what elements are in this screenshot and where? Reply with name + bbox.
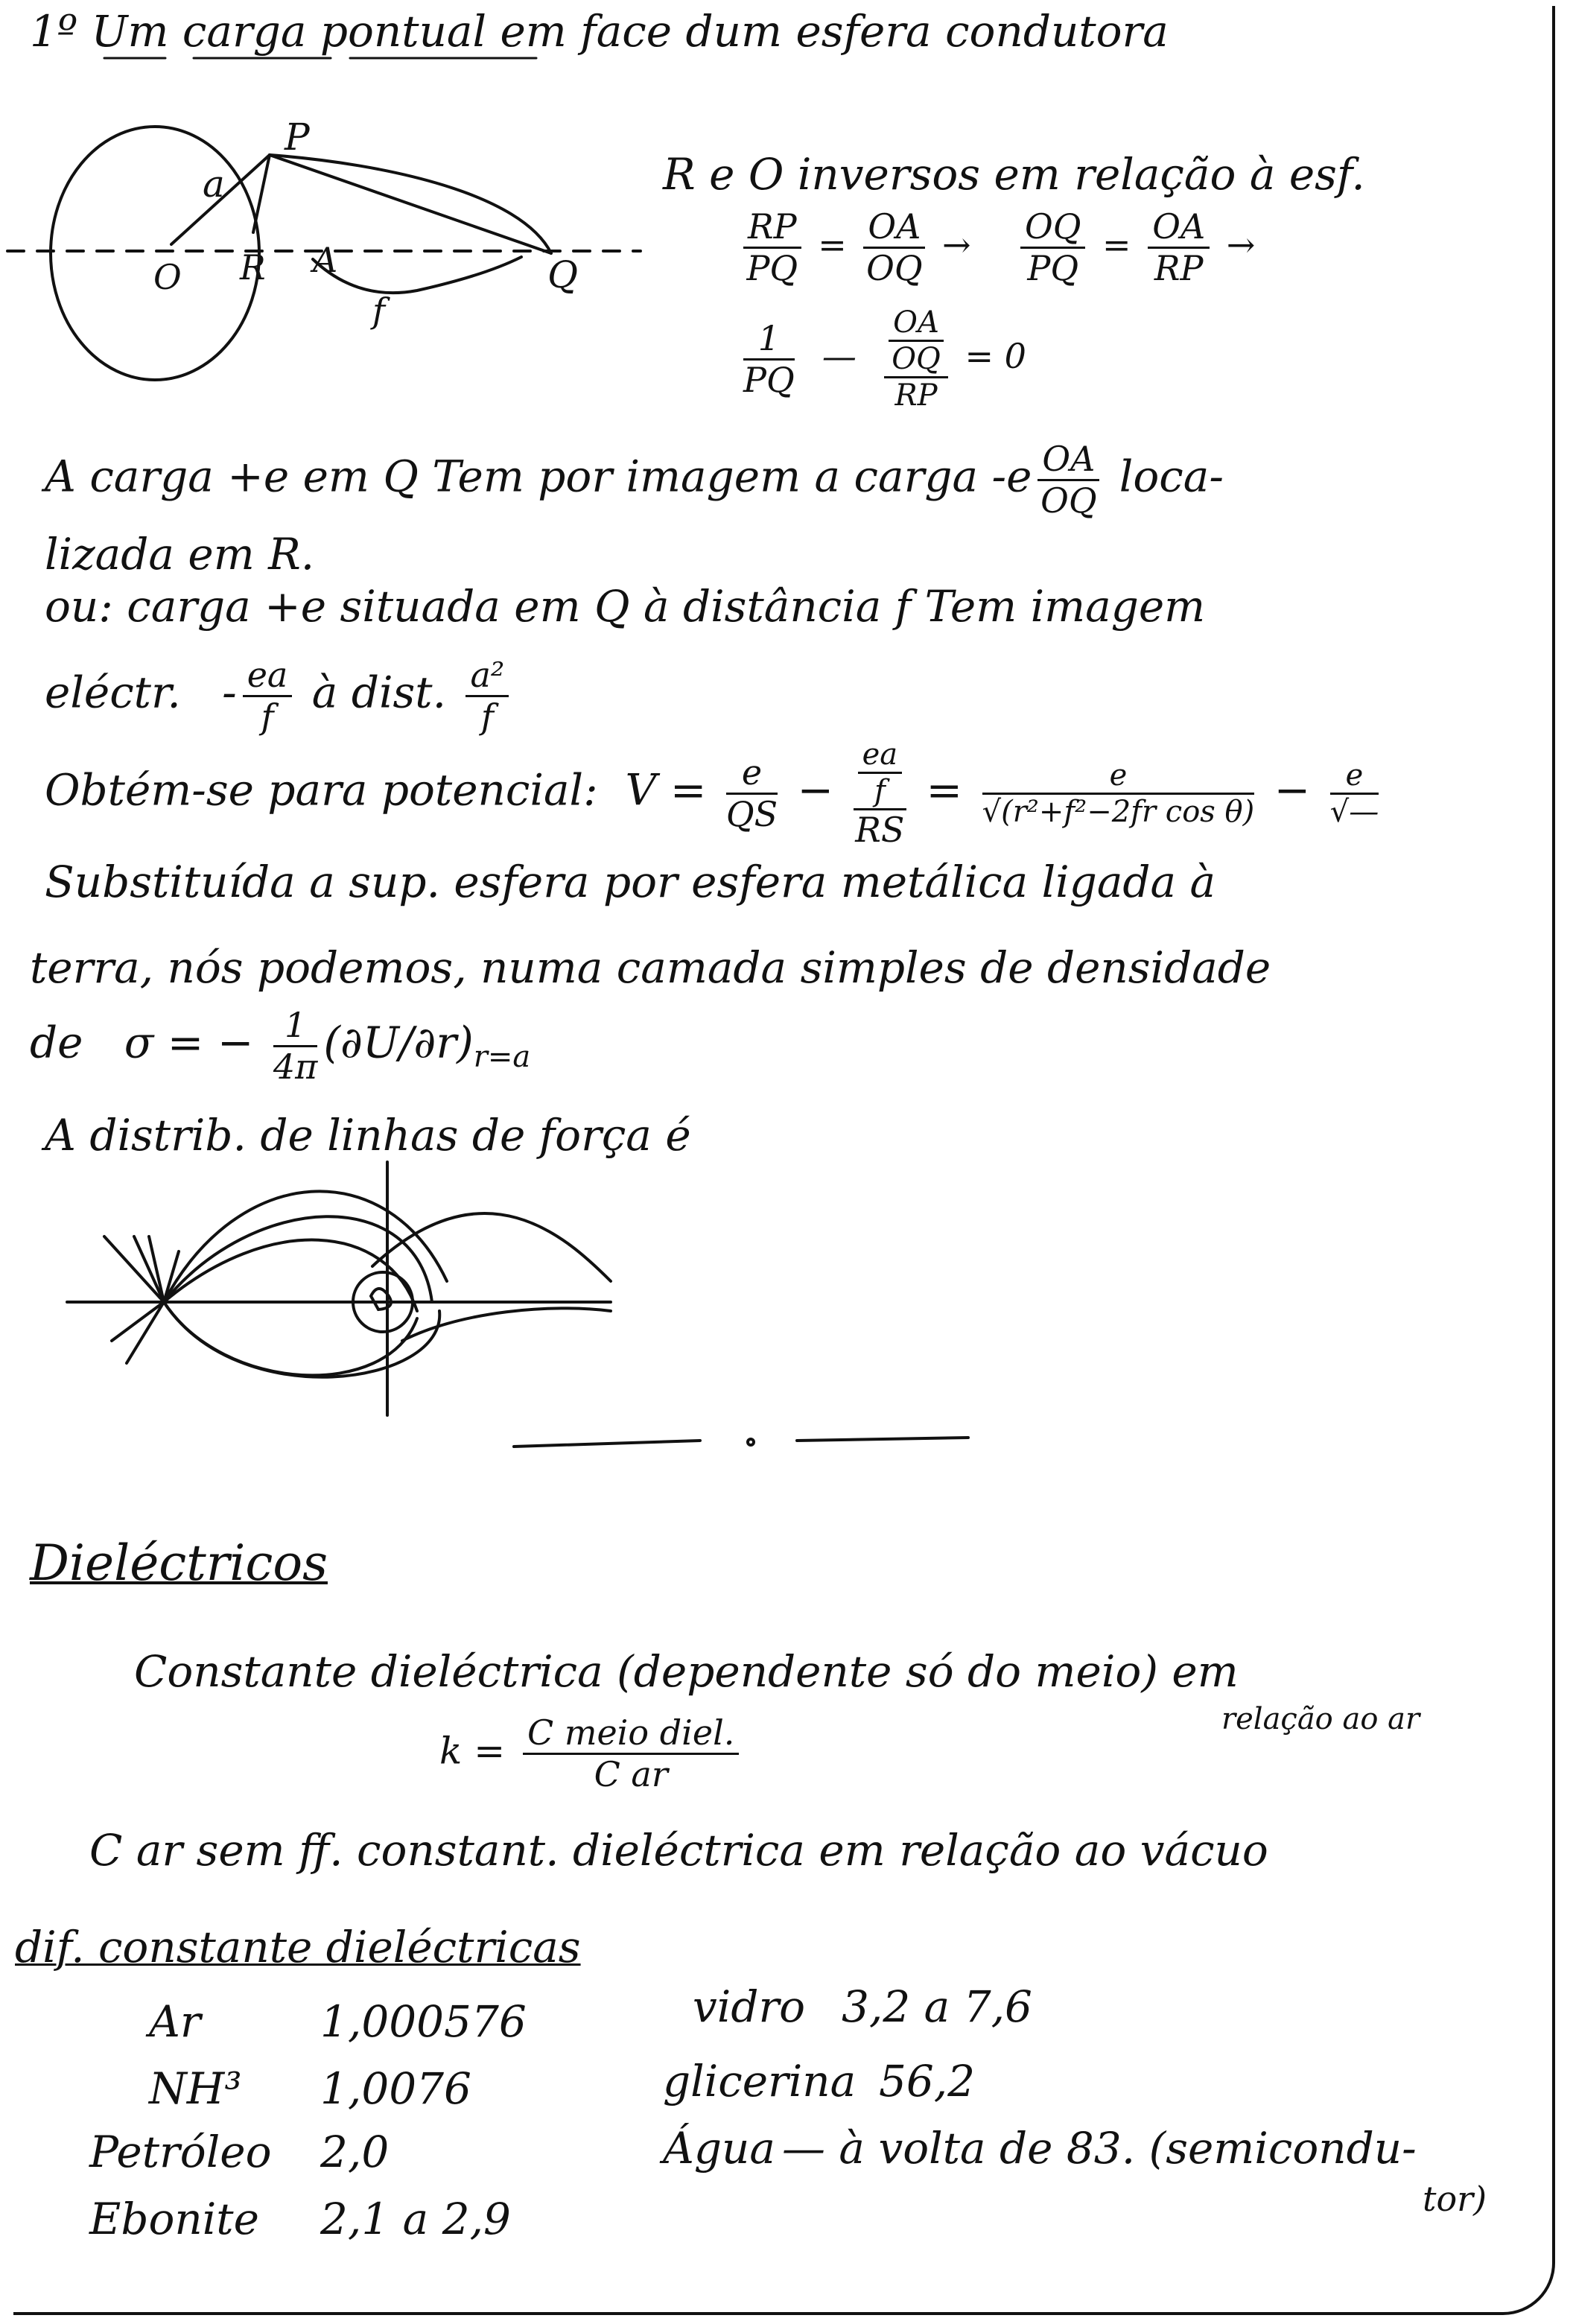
constant-line: Constante dieléctrica (dependente só do meio) em [134,1646,1239,1697]
k-line [439,1713,745,1794]
image-frac-den: OQ [1040,480,1097,521]
table-left-name: Ar [149,1996,201,2047]
table-left-name: Petróleo [89,2127,272,2177]
image-charge: -e [991,451,1032,502]
sigma-sub: r=a [473,1040,531,1075]
table-right-name: glicerina [663,2056,857,2106]
pot-f2-den: RS [855,810,905,850]
table-right-tail: tor) [1423,2179,1487,2219]
subst-line-2: terra, nós podemos, numa camada simples de densidade [30,942,1271,993]
eq1-arrow: → [941,224,971,265]
table-right-name: vidro [693,1981,806,2032]
table-left-row [149,2063,471,2114]
eq1: $\frac{RP}{PQ}$ = $\frac{OA}{OQ}$ → $\frac{OQ}{PQ}$ = $\frac{OA}{RP}$ → [737,207,1255,288]
dielectric-heading: Dieléctricos [30,1534,328,1592]
pot-f4-num: e [1330,758,1379,795]
image-frac-num: OA [1037,439,1099,481]
sigma-frac-den: 4π [273,1046,318,1087]
label-A: A [313,240,338,280]
eq1-right-den: OQ [866,247,923,288]
table-right-row [693,1981,1032,2032]
pot-V: V = [625,764,707,816]
pot-f3-num: e [982,758,1255,795]
eq2-right-den: RP [1154,247,1204,288]
eq3-den: PQ [743,359,795,400]
pot-f4-den: √— [1329,794,1379,829]
table-right-row [663,2056,975,2106]
lines-of-force-line: A distrib. de linhas de força é [45,1110,691,1161]
pot-f2-inner-den: f [874,774,886,808]
pot-text: Obtém-se para potencial: [45,764,598,816]
table-left-value: 1,0076 [320,2063,471,2114]
eq3-frac-den: RP [894,378,938,413]
pot-f1-den: QS [725,793,778,834]
constant-rel: relação ao ar [1221,1702,1420,1736]
eletr-charge: - [222,667,237,718]
table-heading: dif. constante dieléctricas [15,1922,581,1972]
relation-text: R e O inversos em relação à esf. [663,149,1365,200]
eq2-left-num: OQ [1020,207,1085,249]
table-left-value: 2,1 a 2,9 [320,2194,511,2244]
table-right-row [663,2123,1417,2174]
pot-f1-num: e [726,753,778,795]
eq3-end: = 0 [965,336,1026,376]
pot-f3-den: √(r²+f²−2fr cos θ) [982,794,1255,829]
eq1-right-num: OA [863,207,925,249]
eletr-text: eléctr. [45,667,181,718]
image-line-1-text: A carga +e em Q Tem por imagem a carga [45,451,979,502]
car-line: C ar sem ff. constant. dieléctrica em relação ao vácuo [89,1825,1268,1876]
sigma-deriv: (∂U/∂r) [323,1017,474,1068]
label-R: R [240,247,266,288]
label-O: O [153,257,182,297]
label-Q: Q [547,253,578,296]
label-P: P [285,115,310,159]
table-left-name: Ebonite [89,2194,259,2244]
eq3-inner-num: OA [889,305,944,342]
label-f: f [372,290,386,331]
eq3: $\frac{1}{PQ}$ — OA OQ RP = 0 [743,305,1026,413]
image-line-end: loca- [1119,451,1224,502]
eq2-left-den: PQ [1027,247,1079,288]
eq3-inner-den: OQ [892,342,941,376]
eletr-frac2-den: f [480,696,494,737]
subst-line-1: Substituída a sup. esfera por esfera metálica ligada à [45,857,1216,907]
eq2-right-num: OA [1148,207,1210,249]
eletr-dist: à dist. [311,667,446,718]
table-right-value: 3,2 a 7,6 [842,1981,1032,2032]
eletr-frac-num: ea [243,655,293,697]
k-eq: k = [439,1729,506,1773]
eq1-left-num: RP [743,207,801,249]
potential-line: Obtém-se para potencial: V = $\frac{e}{QS}$ − ea f RS = $\frac{e}{\text{√(r²+f²−2fr cos θ)}}$ − $\frac{e}{√—}$ [45,737,1379,850]
pot-f2-inner-num: ea [858,737,903,774]
title-line: 1º Um carga pontual em face dum esfera condutora [30,6,1169,57]
eletr-frac-den: f [261,696,274,737]
table-right-value: 56,2 [879,2056,976,2106]
sigma-de: de [30,1017,83,1068]
table-left-value: 2,0 [320,2127,390,2177]
sigma-eq: σ = − [124,1017,254,1068]
k-den: C ar [594,1753,668,1794]
table-left-row [89,2127,389,2177]
sigma-frac-num: 1 [273,1006,318,1047]
table-left-value: 1,000576 [320,1996,527,2047]
eq3-num: 1 [743,319,795,361]
label-a: a [203,162,225,206]
table-right-value: — à volta de 83. (semicondu- [782,2123,1417,2174]
eletr-frac2-num: a² [465,655,509,697]
table-left-name: NH³ [149,2063,242,2114]
image-line-2: lizada em R. [45,529,315,580]
ou-line: ou: carga +e situada em Q à distância f Tem imagem [45,581,1206,632]
table-right-name: Água [663,2123,775,2174]
eq2-arrow: → [1226,224,1256,265]
k-num: C meio diel. [523,1713,739,1755]
eq1-left-den: PQ [746,247,798,288]
table-left-row [149,1996,527,2047]
table-left-row [89,2194,511,2244]
